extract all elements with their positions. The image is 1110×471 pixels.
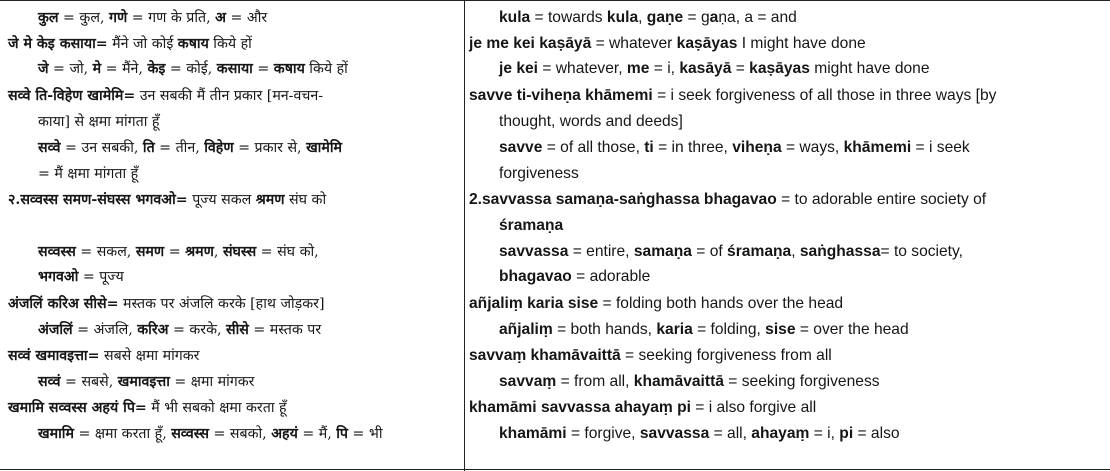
hindi-line: सव्वं = सबसे, खमावइत्ता = क्षमा मांगकर: [38, 374, 255, 390]
english-line: savvaṃ = from all, khamāvaittā = seeking forgiveness: [499, 373, 880, 390]
english-line: savvassa = entire, samaṇa = of śramaṇa, saṅghassa= to society,: [499, 243, 963, 260]
hindi-line: अंजलिं करिअ सीसे= मस्तक पर अंजलि करके [हाथ जोड़कर]: [8, 296, 325, 312]
hindi-line: सव्वं खमावइत्ता= सबसे क्षमा मांगकर: [8, 348, 200, 364]
hindi-column: [0, 1, 464, 471]
hindi-line: खमामि = क्षमा करता हूँ, सव्वस्स = सबको, अहयं = मैं, पि = भी: [38, 426, 383, 442]
hindi-line: सव्वे = उन सबकी, ति = तीन, विहेण = प्रकार से, खामेमि: [38, 140, 343, 156]
english-line: khamāmi savvassa ahayaṃ pi = i also forgive all: [469, 399, 817, 416]
hindi-line: कुल = कुल, गणे = गण के प्रति, अ = और: [38, 10, 268, 26]
hindi-line: काया] से क्षमा मांगता हूँ: [38, 114, 160, 130]
english-line: śramaṇa: [499, 217, 564, 234]
english-line: 2.savvassa samaṇa-saṅghassa bhagavao = to adorable entire society of: [469, 191, 987, 208]
english-line: añjaliṃ karia sise = folding both hands over the head: [469, 295, 844, 312]
hindi-line: भगवओ = पूज्य: [38, 269, 124, 285]
english-line: savvaṃ khamāvaittā = seeking forgiveness from all: [469, 347, 832, 364]
hindi-line: सव्वे ति-विहेण खामेमि= उन सबकी मैं तीन प्रकार [मन-वचन-: [8, 88, 324, 104]
english-line: añjaliṃ = both hands, karia = folding, sise = over the head: [499, 321, 909, 338]
english-line: je me kei kaṣāyā = whatever kaṣāyas I might have done: [469, 35, 866, 52]
english-line: forgiveness: [499, 165, 579, 182]
english-line: thought, words and deeds]: [499, 113, 683, 130]
hindi-line: २.सव्वस्स समण-संघस्स भगवओ= पूज्य सकल श्रमण संघ को: [8, 192, 327, 208]
english-column: [464, 1, 1110, 471]
english-line: savve ti-viheṇa khāmemi = i seek forgiveness of all those in three ways [by: [469, 87, 997, 104]
hindi-line: खमामि सव्वस्स अहयं पि= मैं भी सबको क्षमा करता हूँ: [8, 400, 287, 416]
hindi-line: जे मे केइ कसाया= मैंने जो कोई कषाय किये हों: [8, 36, 252, 52]
hindi-line: सव्वस्स = सकल, समण = श्रमण, संघस्स = संघ को,: [38, 244, 319, 260]
english-line: je kei = whatever, me = i, kasāyā = kaṣāyas might have done: [499, 60, 930, 77]
hindi-line: जे = जो, मे = मैंने, केइ = कोई, कसाया = कषाय किये हों: [38, 61, 348, 77]
english-line: kula = towards kula, gaṇe = gaṇa, a = and: [499, 9, 797, 26]
hindi-line: अंजलिं = अंजलि, करिअ = करके, सीसे = मस्तक पर: [38, 322, 322, 338]
english-line: khamāmi = forgive, savvassa = all, ahayaṃ = i, pi = also: [499, 425, 900, 442]
english-line: bhagavao = adorable: [499, 268, 651, 285]
english-line: savve = of all those, ti = in three, viheṇa = ways, khāmemi = i seek: [499, 139, 970, 156]
hindi-line: = मैं क्षमा मांगता हूँ: [38, 166, 139, 182]
